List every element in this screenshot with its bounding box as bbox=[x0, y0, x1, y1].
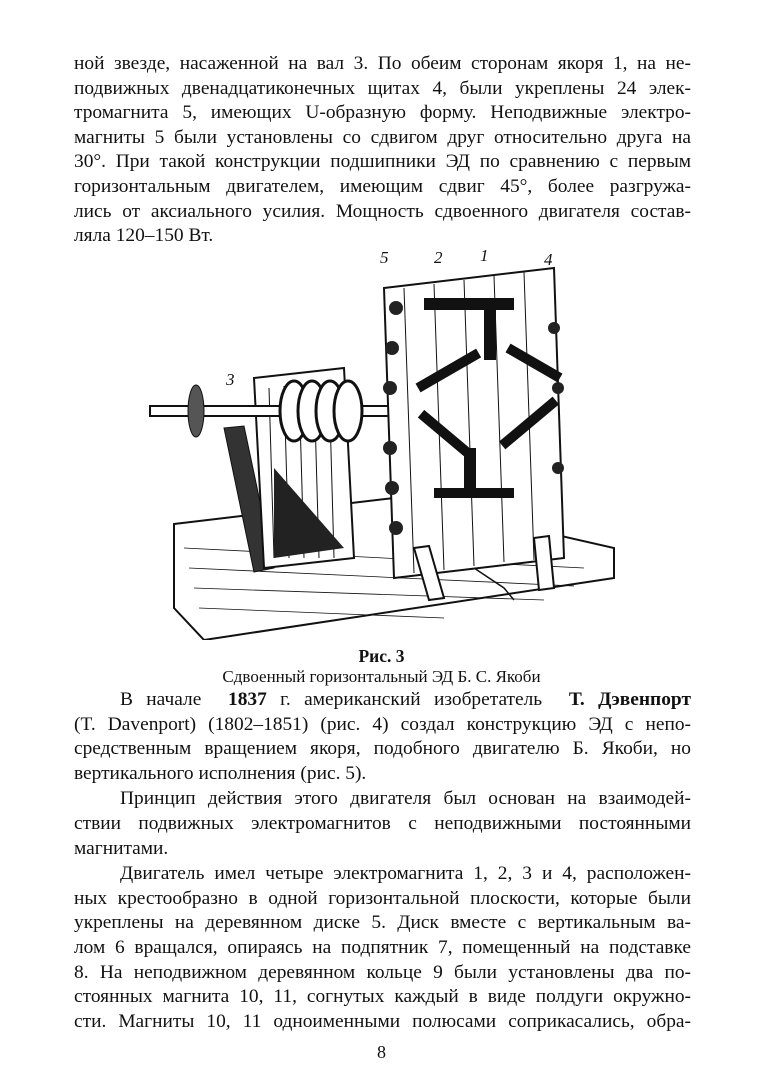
text-line: (T. Davenport) (1802–1851) (рис. 4) создал конструкцию ЭД с непо- bbox=[74, 713, 691, 735]
figure-jacobi-motor bbox=[144, 248, 620, 640]
text-segment: г. американский изобретатель bbox=[280, 689, 543, 710]
figure-label-3: 3 bbox=[226, 370, 235, 389]
figure-label-1: 1 bbox=[480, 246, 489, 265]
text-line: подвижных двенадцатиконечных щитах 4, были укреплены 24 элек- bbox=[74, 77, 691, 99]
text-line: Двигатель имел четыре электромагнита 1, 2, 3 и 4, расположен- bbox=[120, 863, 691, 885]
year-1837: 1837 bbox=[228, 689, 267, 710]
text-line: вертикального исполнения (рис. 5). bbox=[74, 762, 367, 784]
text-line: тромагнита 5, имеющих U-образную форму. Неподвижные электро- bbox=[74, 102, 691, 124]
text-line: ляла 120–150 Вт. bbox=[74, 225, 214, 247]
text-line: сти. Магниты 10, 11 одноименными полюсами соприкасались, обра- bbox=[74, 1010, 691, 1032]
text-line: 30°. При такой конструкции подшипники ЭД по сравнению с первым bbox=[74, 151, 691, 173]
figure-label-4: 4 bbox=[544, 250, 553, 269]
text-line: 8. На неподвижном деревянном кольце 9 были установлены два по- bbox=[74, 961, 691, 983]
text-line: средственным вращением якоря, подобного двигателю Б. Якоби, но bbox=[74, 738, 691, 760]
text-line: ной звезде, насаженной на вал 3. По обеим сторонам якоря 1, на не- bbox=[74, 53, 691, 74]
motor-illustration bbox=[144, 248, 620, 640]
text-line: стоянных магнита 10, 11, согнутых каждый в виде полдуги окружно- bbox=[74, 986, 691, 1008]
body-text bbox=[74, 688, 691, 1035]
figure-caption-text: Сдвоенный горизонтальный ЭД Б. С. Якоби bbox=[222, 667, 541, 686]
text-line: ствии подвижных электромагнитов с неподвижными постоянными bbox=[74, 812, 691, 834]
paragraph-principle bbox=[74, 787, 691, 861]
page-number: 8 bbox=[377, 1042, 386, 1062]
top-paragraph bbox=[74, 52, 691, 248]
text-line: горизонтальным двигателем, имеющим сдвиг 45°, более разгружа- bbox=[74, 175, 691, 197]
text-line: ных крестообразно в одной горизонтальной плоскости, которые были bbox=[74, 887, 691, 909]
figure-caption-title: Рис. 3 bbox=[358, 646, 405, 666]
figure-label-5: 5 bbox=[380, 248, 389, 267]
paragraph-intro bbox=[74, 52, 691, 248]
text-line: лом 6 вращался, опираясь на подпятник 7, помещенный на подставке bbox=[74, 936, 691, 958]
text-line: укреплены на деревянном диске 5. Диск вместе с вертикальным ва- bbox=[74, 912, 691, 934]
paragraph-design bbox=[74, 862, 691, 1034]
text-line: магнитами. bbox=[74, 837, 169, 859]
inventor-name: Т. Дэвенпорт bbox=[568, 689, 691, 710]
text-line: Принцип действия этого двигателя был основан на взаимодей- bbox=[120, 788, 691, 810]
text-segment: В начале bbox=[120, 689, 202, 710]
text-line: лись от аксиального усилия. Мощность сдвоенного двигателя состав- bbox=[74, 200, 691, 222]
paragraph-davenport bbox=[74, 688, 691, 786]
text-line bbox=[74, 688, 691, 713]
text-line: магниты 5 были установлены со сдвигом друг относительно друга на bbox=[74, 126, 691, 148]
figure-label-2: 2 bbox=[434, 248, 443, 267]
